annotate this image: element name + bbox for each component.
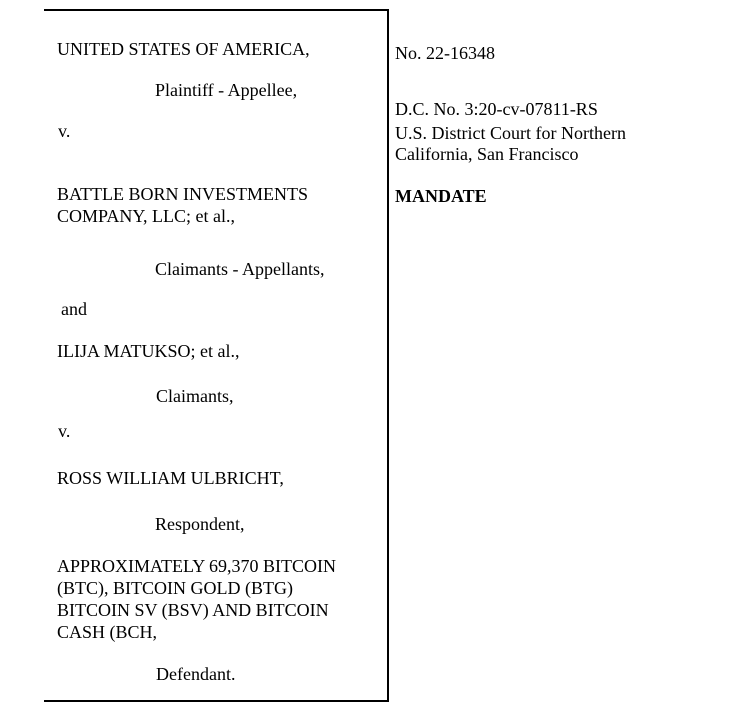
district-court-number: D.C. No. 3:20-cv-07811-RS bbox=[395, 99, 598, 119]
plaintiff-role: Plaintiff - Appellee, bbox=[155, 80, 298, 100]
defendant-name-line1: APPROXIMATELY 69,370 BITCOIN bbox=[57, 556, 337, 576]
document-type-heading: MANDATE bbox=[395, 186, 487, 206]
respondent-name: ROSS WILLIAM ULBRICHT, bbox=[57, 468, 284, 488]
district-court-name-line1: U.S. District Court for Northern bbox=[395, 123, 626, 143]
versus-first: v. bbox=[58, 121, 71, 141]
respondent-role: Respondent, bbox=[155, 514, 245, 534]
versus-second: v. bbox=[58, 421, 71, 441]
defendant-role: Defendant. bbox=[156, 664, 236, 684]
conjunction-and: and bbox=[61, 299, 87, 319]
appellant-name-line1: BATTLE BORN INVESTMENTS bbox=[57, 184, 308, 204]
appellant-name-line2: COMPANY, LLC; et al., bbox=[57, 206, 236, 226]
plaintiff-name: UNITED STATES OF AMERICA, bbox=[57, 39, 310, 59]
defendant-name-line3: BITCOIN SV (BSV) AND BITCOIN bbox=[57, 600, 329, 620]
district-court-name-line2: California, San Francisco bbox=[395, 144, 579, 164]
claimant-role: Claimants, bbox=[156, 386, 234, 406]
defendant-name-line4: CASH (BCH, bbox=[57, 622, 158, 642]
claimant-name: ILIJA MATUKSO; et al., bbox=[57, 341, 240, 361]
appellant-role: Claimants - Appellants, bbox=[155, 259, 325, 279]
appeal-number: No. 22-16348 bbox=[395, 43, 495, 63]
defendant-name-line2: (BTC), BITCOIN GOLD (BTG) bbox=[57, 578, 293, 598]
